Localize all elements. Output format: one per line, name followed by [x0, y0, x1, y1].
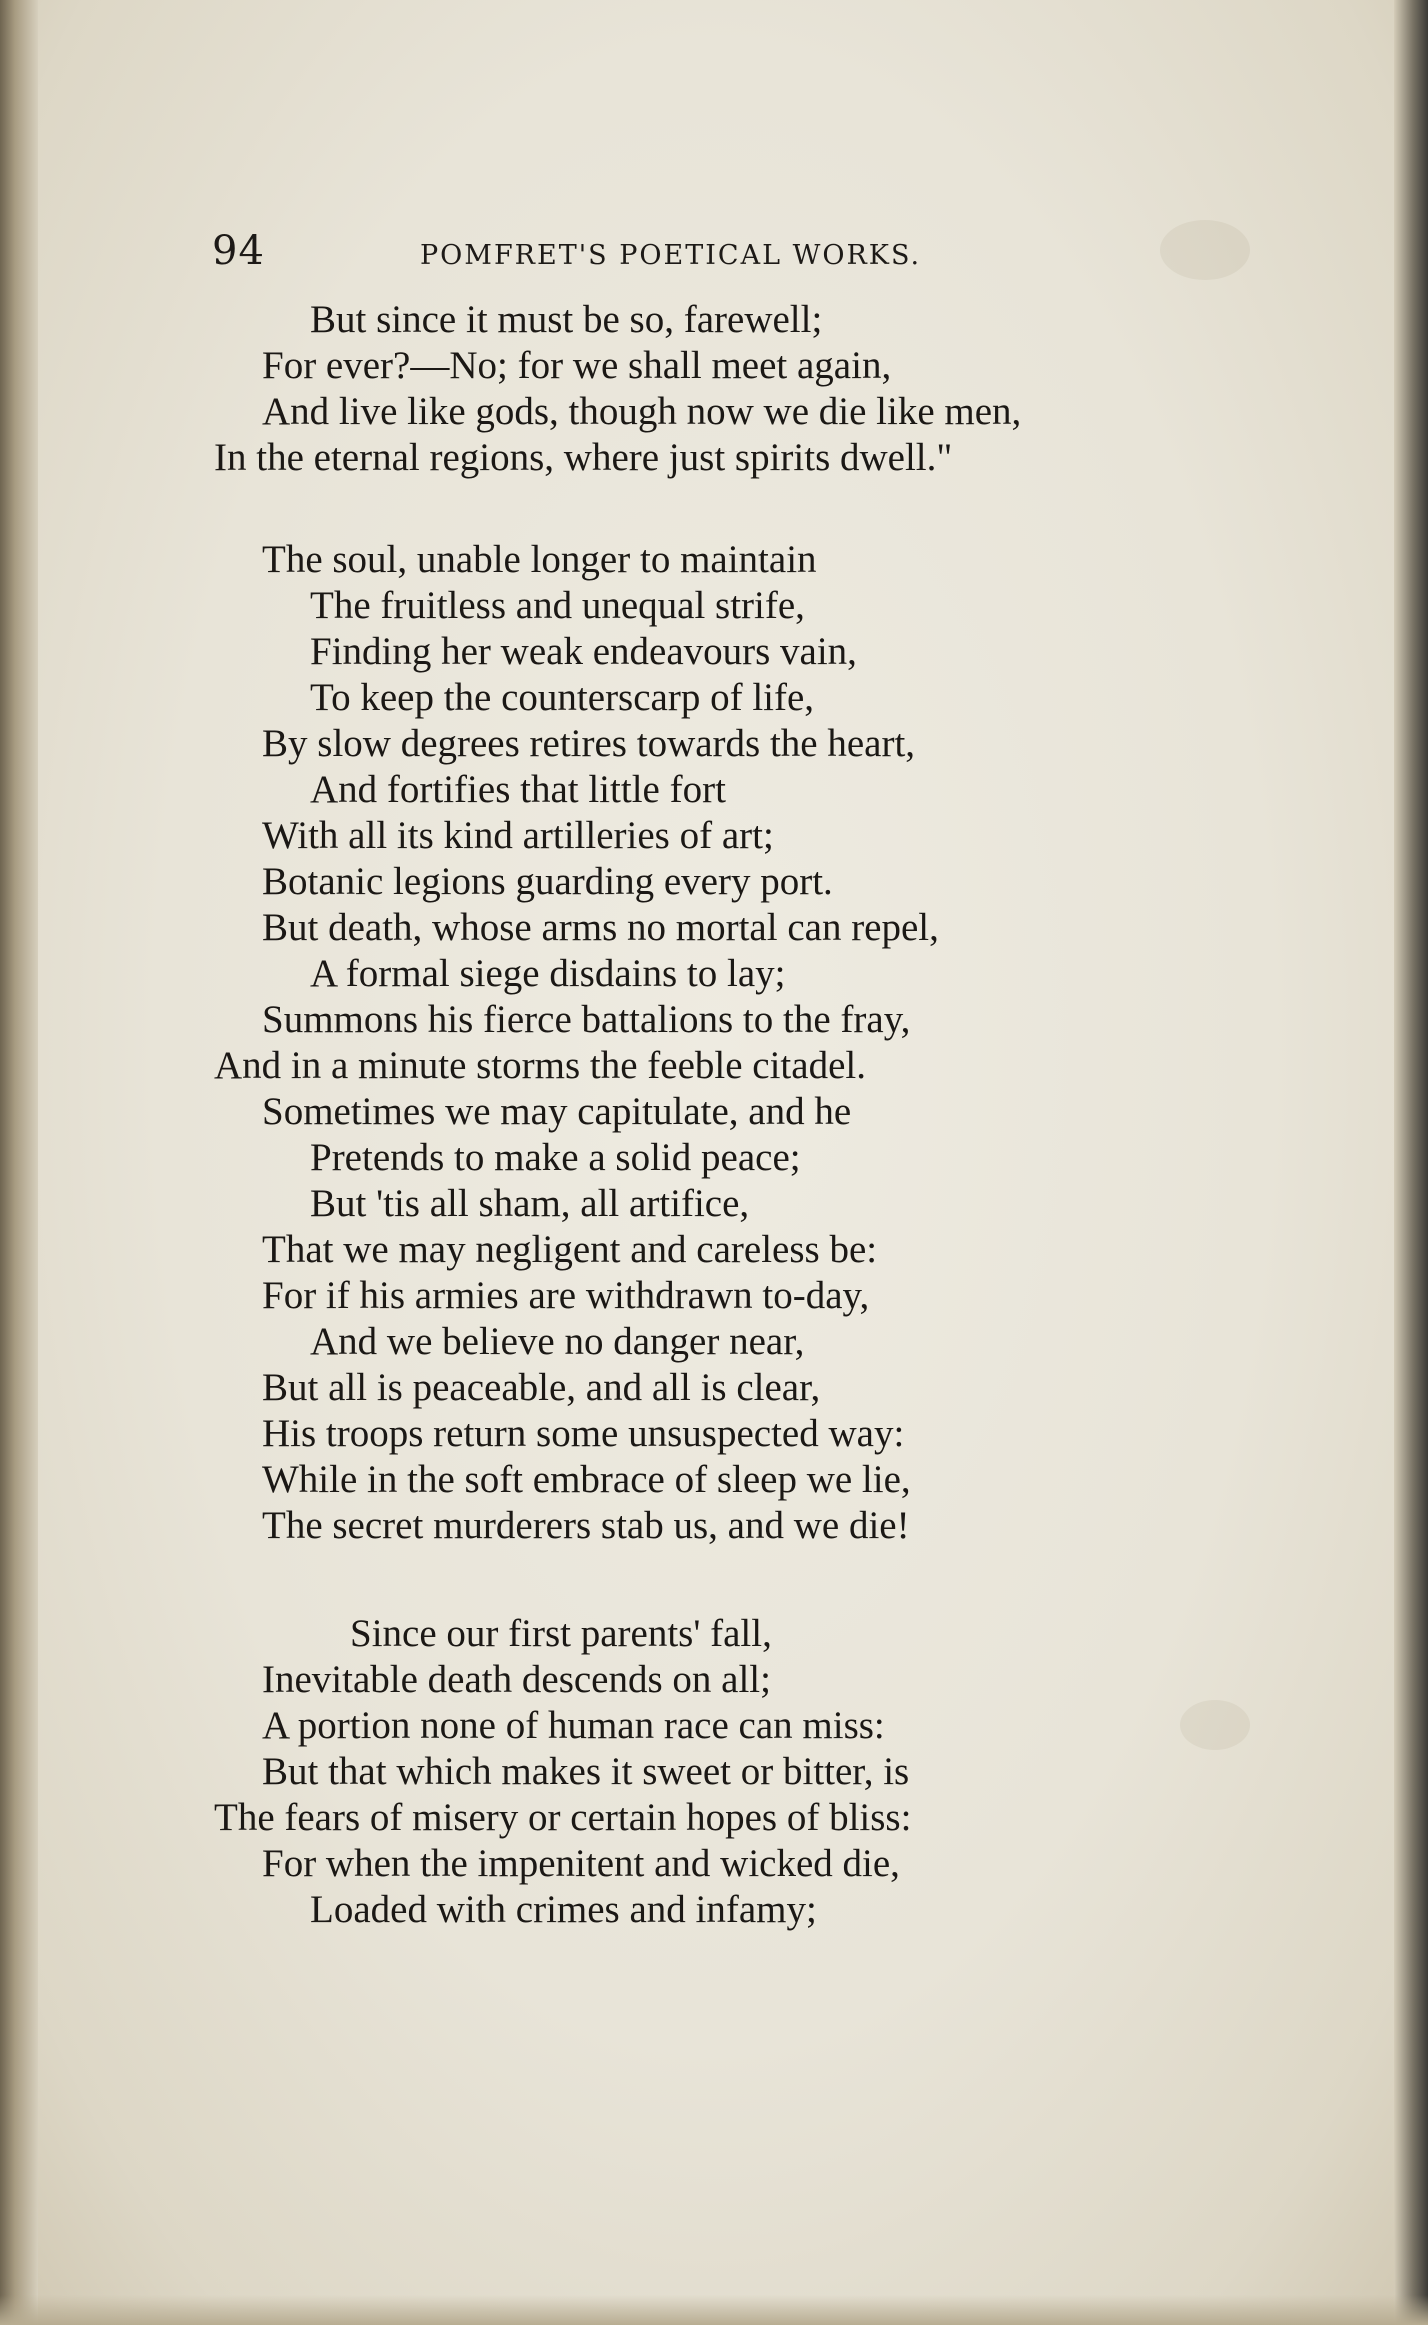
poem-line: But all is peaceable, and all is clear,	[262, 1366, 821, 1409]
poem-line: Inevitable death descends on all;	[262, 1658, 771, 1701]
poem-line: And fortifies that little fort	[310, 768, 726, 811]
poem-line: With all its kind artilleries of art;	[262, 814, 774, 857]
page-number: 94	[212, 228, 265, 274]
poem-line: But death, whose arms no mortal can repel,	[262, 906, 939, 949]
paper-stain	[1180, 1700, 1250, 1750]
poem-line: And in a minute storms the feeble citadel.	[214, 1044, 866, 1087]
poem-line: But that which makes it sweet or bitter, is	[262, 1750, 910, 1793]
poem-line: The fears of misery or certain hopes of bliss:	[214, 1796, 912, 1839]
poem-line: Summons his fierce battalions to the fray,	[262, 998, 911, 1041]
running-head: POMFRET'S POETICAL WORKS.	[420, 240, 922, 271]
poem-line: While in the soft embrace of sleep we lie,	[262, 1458, 911, 1501]
poem-line: By slow degrees retires towards the heart,	[262, 722, 916, 765]
poem-line: That we may negligent and careless be:	[262, 1228, 878, 1271]
poem-line: Loaded with crimes and infamy;	[310, 1888, 817, 1931]
poem-line: Botanic legions guarding every port.	[262, 860, 833, 903]
poem-line: Finding her weak endeavours vain,	[310, 630, 857, 673]
poem-line: A formal siege disdains to lay;	[310, 952, 786, 995]
poem-line: For if his armies are withdrawn to-day,	[262, 1274, 870, 1317]
page-bottom-edge	[0, 2295, 1428, 2325]
poem-line: Sometimes we may capitulate, and he	[262, 1090, 852, 1133]
poem-line: And live like gods, though now we die like men,	[262, 390, 1022, 433]
poem-line: For when the impenitent and wicked die,	[262, 1842, 900, 1885]
page-header	[212, 228, 1032, 284]
poem-line: The soul, unable longer to maintain	[262, 538, 817, 581]
poem-line: And we believe no danger near,	[310, 1320, 805, 1363]
paper-stain	[1160, 220, 1250, 280]
poem-line: To keep the counterscarp of life,	[310, 676, 815, 719]
poem-line: His troops return some unsuspected way:	[262, 1412, 905, 1455]
poem-line: But since it must be so, farewell;	[310, 298, 823, 341]
poem-line: For ever?—No; for we shall meet again,	[262, 344, 892, 387]
poem-line: The fruitless and unequal strife,	[310, 584, 805, 627]
poem-line: The secret murderers stab us, and we die!	[262, 1504, 910, 1547]
poem-line: Since our first parents' fall,	[350, 1612, 772, 1655]
poem-line: But 'tis all sham, all artifice,	[310, 1182, 750, 1225]
poem-line: In the eternal regions, where just spirits dwell."	[214, 436, 953, 479]
page-right-edge	[1394, 0, 1428, 2325]
poem-line: A portion none of human race can miss:	[262, 1704, 885, 1747]
poem-line: Pretends to make a solid peace;	[310, 1136, 801, 1179]
page-left-edge	[0, 0, 38, 2325]
